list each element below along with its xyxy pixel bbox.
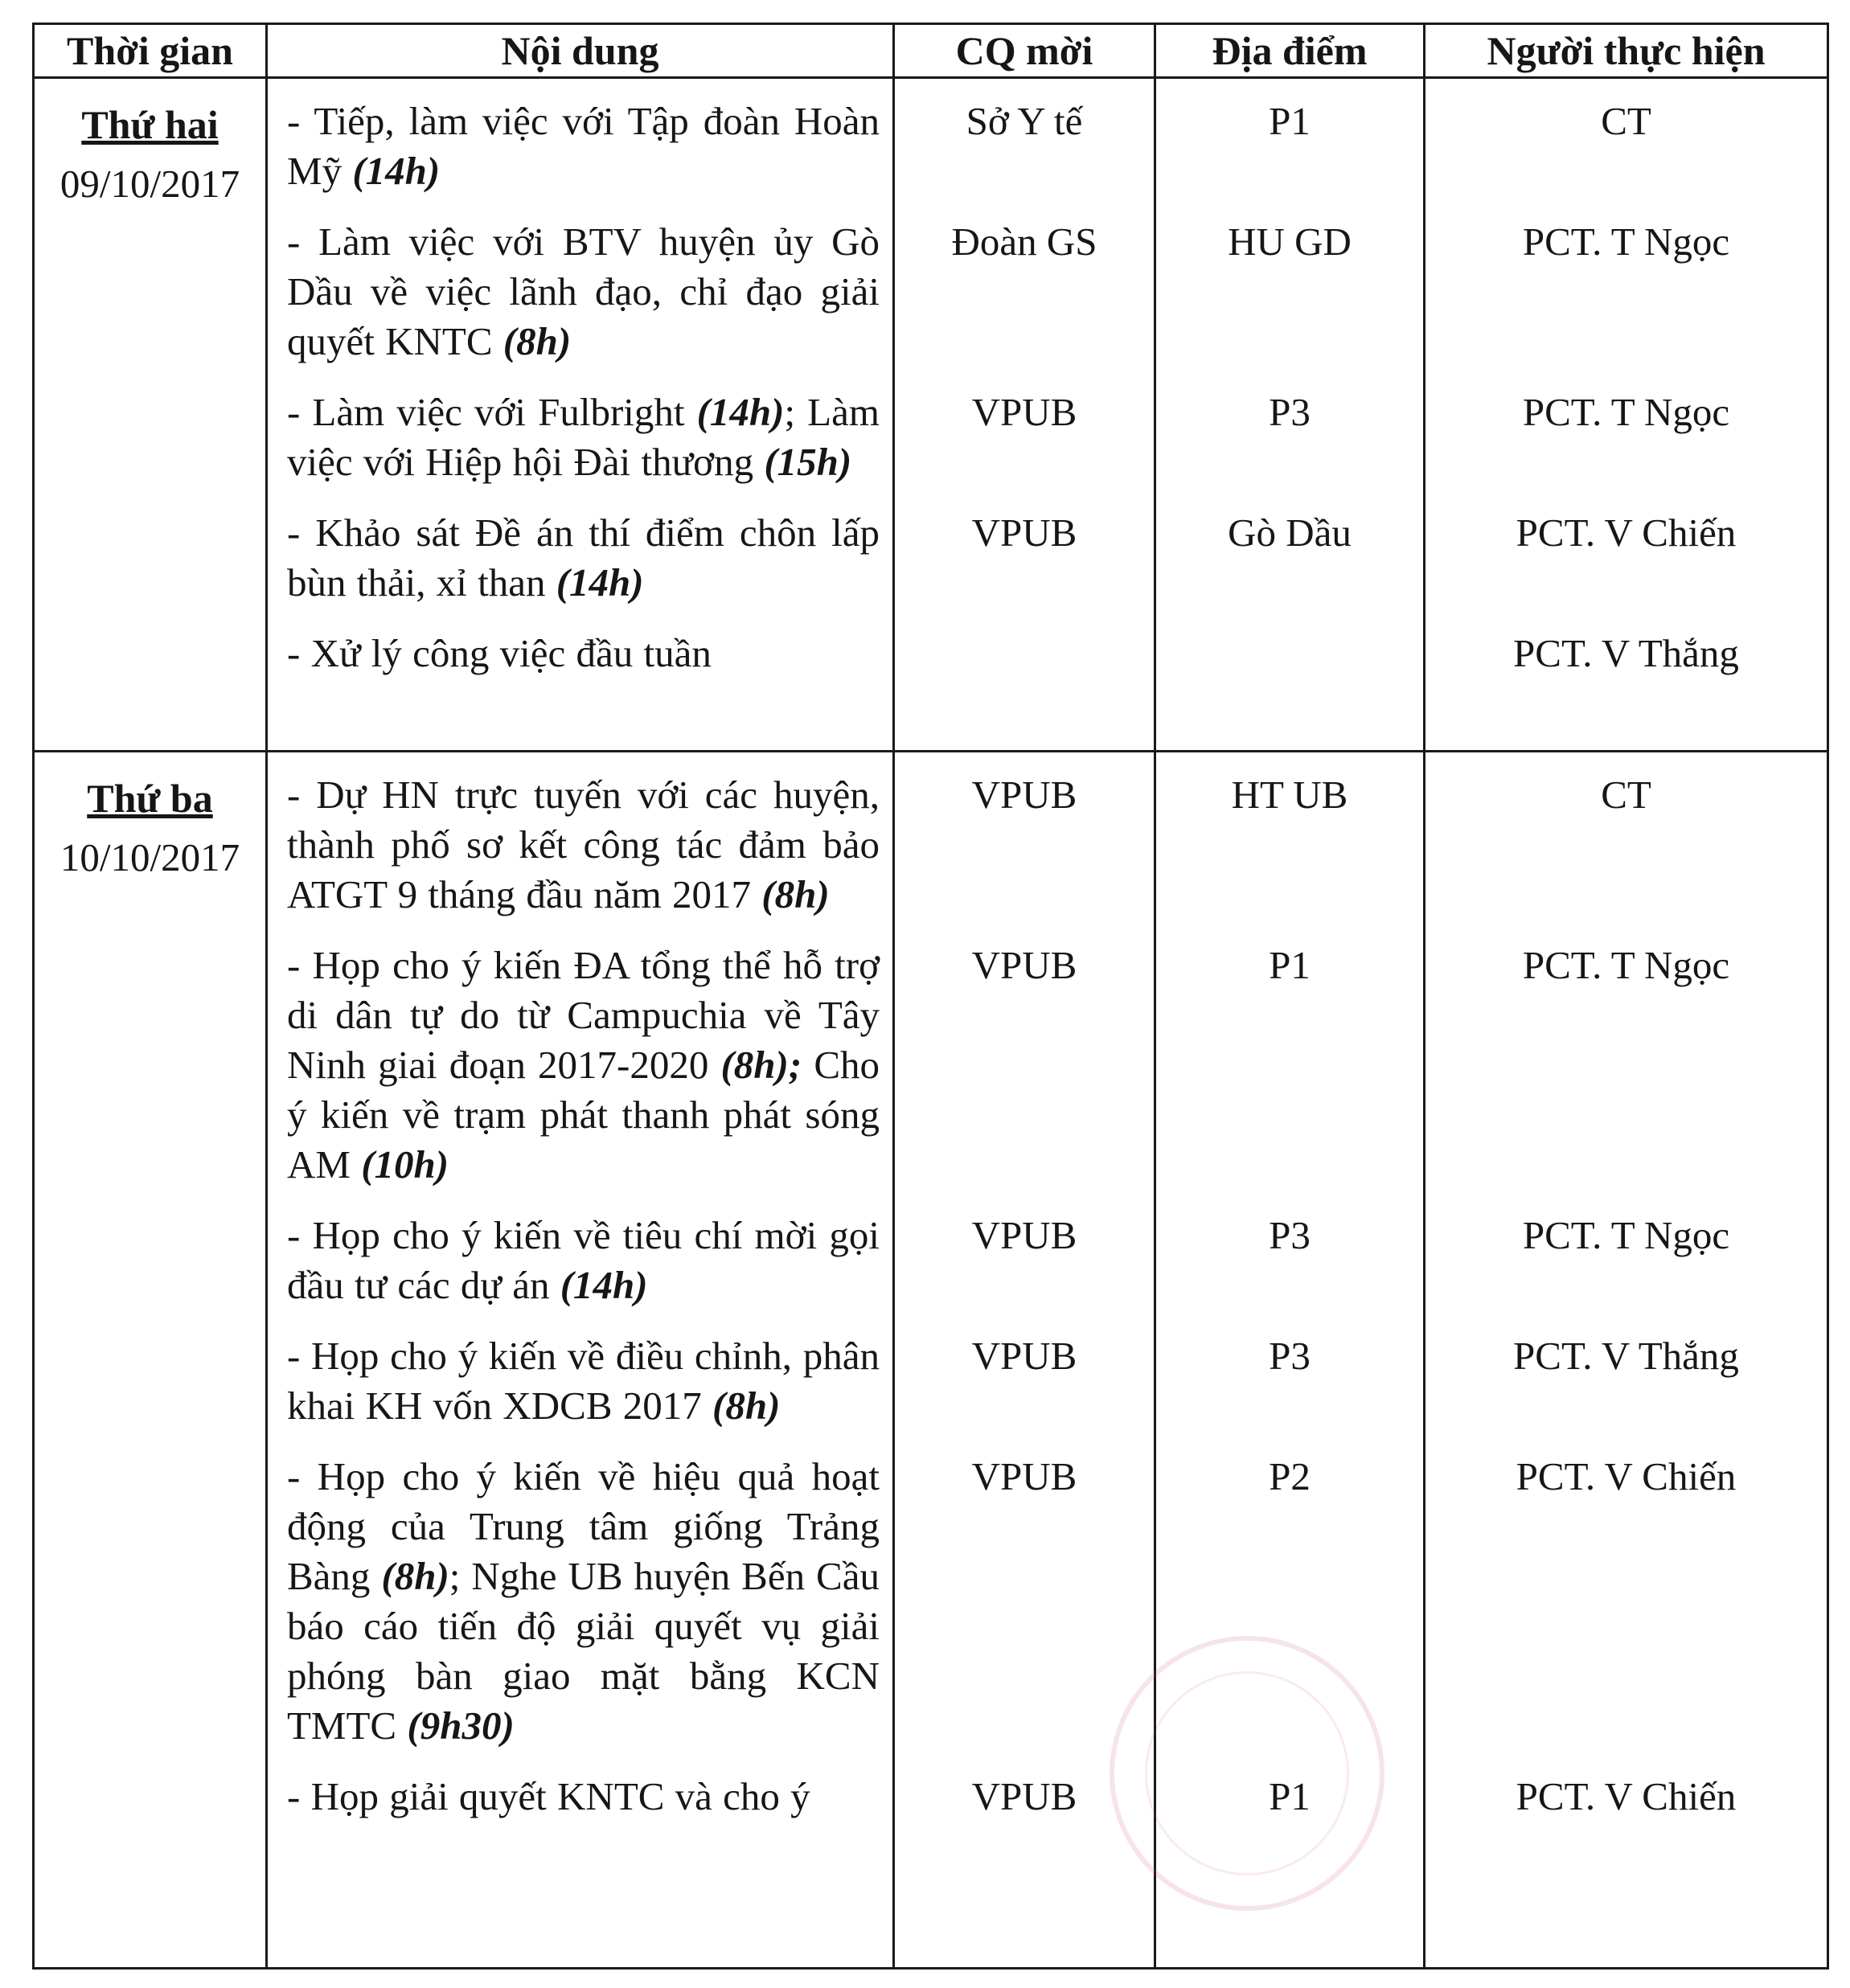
agenda-text: - Họp cho ý kiến về tiêu chí mời gọi đầu tư các dự án	[287, 1213, 880, 1307]
person-value: PCT. T Ngọc	[1522, 943, 1730, 987]
agency-value: VPUB	[971, 1213, 1077, 1257]
agency-value: VPUB	[971, 510, 1077, 555]
agenda-time: (14h)	[352, 149, 441, 193]
person-value: PCT. V Chiến	[1516, 510, 1737, 555]
person-cell	[1425, 752, 1828, 1969]
agency-value: VPUB	[971, 1774, 1077, 1818]
agency-value: Sở Y tế	[966, 99, 1083, 143]
agenda-item-content	[268, 770, 892, 920]
table-header	[34, 24, 1828, 78]
agenda-time: (14h)	[696, 390, 785, 434]
agenda-time: (14h)	[560, 1263, 648, 1307]
agenda-text: - Họp cho ý kiến về hiệu quả hoạt động của Trung tâm giống Trảng Bàng	[287, 1454, 880, 1598]
location-value: P3	[1269, 1213, 1311, 1257]
agenda-item-content	[268, 96, 892, 196]
day-cell	[34, 752, 267, 1969]
agency-value: VPUB	[971, 390, 1077, 434]
agency-value: VPUB	[971, 773, 1077, 817]
person-value: PCT. V Thắng	[1513, 1334, 1739, 1378]
agenda-item-content	[268, 1772, 892, 1822]
person-value: CT	[1601, 773, 1651, 817]
header-location: Địa điểm	[1155, 24, 1425, 78]
agenda-time: (9h30)	[407, 1703, 515, 1748]
agency-value: VPUB	[971, 1334, 1077, 1378]
day-row	[34, 752, 1828, 1969]
agenda-item-content	[268, 1452, 892, 1751]
agenda-time: (8h)	[381, 1554, 449, 1598]
day-name: Thứ ba	[87, 776, 213, 821]
table-body	[34, 78, 1828, 1969]
location-value: P1	[1269, 943, 1311, 987]
location-value: P1	[1269, 99, 1311, 143]
agency-value: VPUB	[971, 1454, 1077, 1498]
agenda-item-content	[268, 629, 892, 678]
agenda-item-content	[268, 508, 892, 608]
day-date: 09/10/2017	[59, 162, 240, 206]
header-time: Thời gian	[34, 24, 267, 78]
agenda-item-content	[268, 1331, 892, 1431]
location-cell	[1155, 752, 1425, 1969]
location-value: P1	[1269, 1774, 1311, 1818]
agenda-time: (10h)	[361, 1142, 449, 1187]
day-name: Thứ hai	[81, 102, 219, 147]
agenda-text: - Họp giải quyết KNTC và cho ý	[287, 1774, 810, 1818]
header-person: Người thực hiện	[1425, 24, 1828, 78]
header-row	[34, 24, 1828, 78]
person-value: PCT. T Ngọc	[1522, 1213, 1730, 1257]
header-agency: CQ mời	[894, 24, 1155, 78]
person-value: PCT. T Ngọc	[1522, 219, 1730, 264]
person-value: PCT. V Chiến	[1516, 1454, 1737, 1498]
day-row	[34, 78, 1828, 752]
agenda-time: (8h)	[502, 319, 572, 363]
agenda-item-content	[268, 941, 892, 1190]
agenda-text: - Làm việc với BTV huyện ủy Gò Dầu về việc lãnh đạo, chỉ đạo giải quyết KNTC	[287, 219, 880, 363]
agenda-text: - Làm việc với Fulbright	[287, 390, 697, 434]
agenda-text: - Dự HN trực tuyến với các huyện, thành phố sơ kết công tác đảm bảo ATGT 9 tháng đầu năm 2017	[287, 773, 880, 916]
agenda-text: - Họp cho ý kiến ĐA tổng thể hỗ trợ di dân tự do từ Campuchia về Tây Ninh giai đoạn 2017-2020	[287, 943, 880, 1087]
agenda-time: (8h)	[761, 872, 830, 916]
agency-cell	[894, 78, 1155, 752]
agenda-time: (14h)	[556, 560, 644, 605]
location-value: P3	[1269, 1334, 1311, 1378]
agenda-text: ; Làm việc với Hiệp hội Đài thương	[287, 390, 880, 484]
agenda-text: ; Nghe UB huyện Bến Cầu báo cáo tiến độ giải quyết vụ giải phóng bàn giao mặt bằng KCN TMTC	[287, 1554, 880, 1748]
day-cell	[34, 78, 267, 752]
content-cell	[267, 78, 894, 752]
person-value: CT	[1601, 99, 1651, 143]
agenda-item-content	[268, 217, 892, 367]
agenda-text: - Xử lý công việc đầu tuần	[287, 631, 712, 675]
location-value: P2	[1269, 1454, 1311, 1498]
agenda-text: - Khảo sát Đề án thí điểm chôn lấp bùn thải, xỉ than	[287, 510, 880, 605]
agency-cell	[894, 752, 1155, 1969]
content-cell	[267, 752, 894, 1969]
location-value: HT UB	[1231, 773, 1348, 817]
agency-value: VPUB	[971, 943, 1077, 987]
agenda-item-content	[268, 1211, 892, 1310]
agenda-time: (8h)	[712, 1383, 781, 1428]
schedule-table	[32, 23, 1829, 1970]
person-cell	[1425, 78, 1828, 752]
person-value: PCT. V Thắng	[1513, 631, 1739, 675]
agency-value: Đoàn GS	[951, 219, 1097, 264]
day-date: 10/10/2017	[59, 835, 240, 879]
location-value: Gò Dầu	[1228, 510, 1352, 555]
location-value: HU GD	[1228, 219, 1352, 264]
agenda-time: (8h);	[720, 1043, 802, 1087]
header-content: Nội dung	[267, 24, 894, 78]
agenda-text: Cho ý kiến về trạm phát thanh phát sóng AM	[287, 1043, 880, 1187]
agenda-text: - Tiếp, làm việc với Tập đoàn Hoàn Mỹ	[287, 99, 880, 193]
person-value: PCT. V Chiến	[1516, 1774, 1737, 1818]
agenda-text: - Họp cho ý kiến về điều chỉnh, phân khai KH vốn XDCB 2017	[287, 1334, 880, 1428]
agenda-item-content	[268, 387, 892, 487]
location-cell	[1155, 78, 1425, 752]
location-value: P3	[1269, 390, 1311, 434]
agenda-time: (15h)	[764, 440, 852, 484]
person-value: PCT. T Ngọc	[1522, 390, 1730, 434]
